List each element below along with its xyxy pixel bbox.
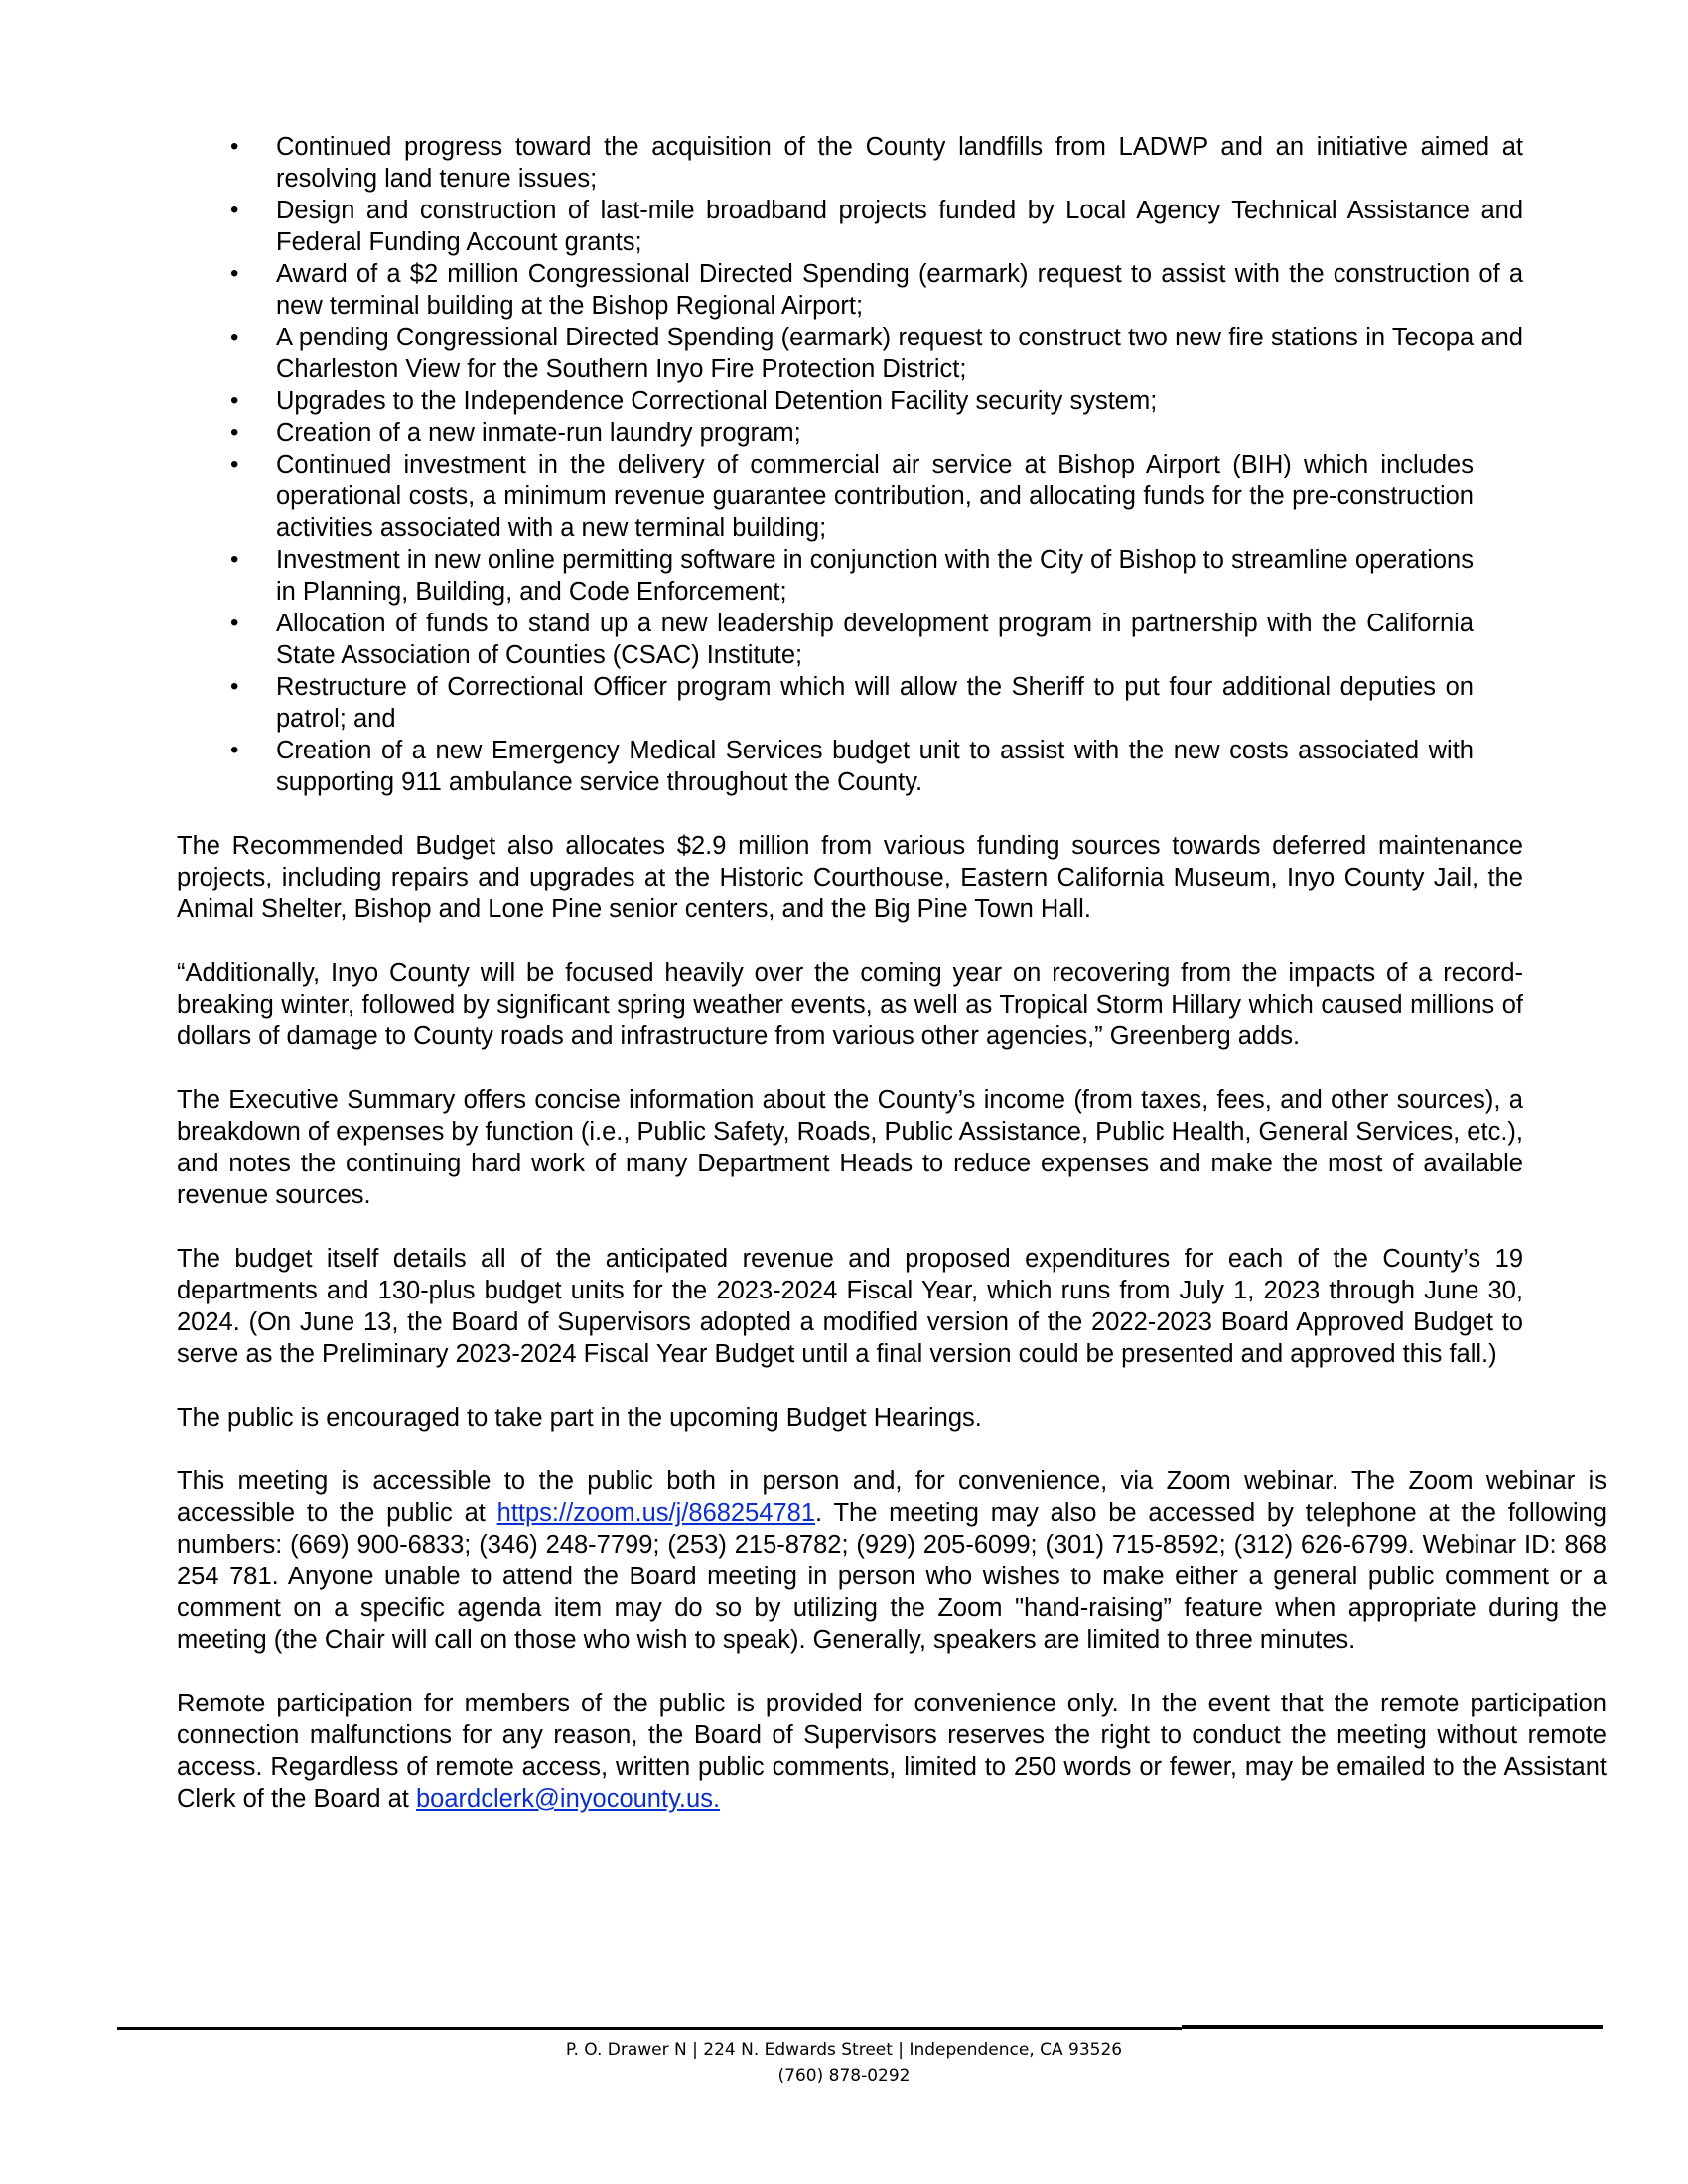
list-item: • Design and construction of last-mile broadband projects funded by Local Agency Technical Assistance and Federal Funding Account grants;: [177, 195, 1523, 258]
page-footer: [0, 2037, 1688, 2089]
footer-divider: [117, 2027, 1182, 2030]
meeting-text-before-link: This meeting is accessible to the public both in person and, for convenience, via Zoom webinar. The Zoom webinar is accessible to the public at: [177, 1467, 1607, 1527]
list-item: • A pending Congressional Directed Spending (earmark) request to construct two new fire stations in Tecopa and Charleston View for the Southern Inyo Fire Protection District;: [177, 322, 1523, 385]
list-item: • Investment in new online permitting software in conjunction with the City of Bishop to streamline operations in Planning, Building, and Code Enforcement;: [177, 544, 1523, 608]
list-item: • Creation of a new Emergency Medical Services budget unit to assist with the new costs associated with supporting 911 ambulance service throughout the County.: [177, 735, 1523, 798]
list-item: • Allocation of funds to stand up a new leadership development program in partnership with the California State Association of Counties (CSAC) Institute;: [177, 608, 1523, 671]
footer-phone: (760) 878-0292: [777, 2066, 911, 2086]
paragraph-quote: “Additionally, Inyo County will be focused heavily over the coming year on recovering from the impacts of a record-breaking winter, followed by significant spring weather events, as well as Tropical Storm Hillary which caused millions of dollars of damage to County roads and infrastructure from various other agencies,” Greenberg adds.: [177, 959, 1523, 1050]
footer-divider-thick: [1182, 2025, 1603, 2029]
zoom-link[interactable]: https://zoom.us/j/868254781: [496, 1499, 816, 1527]
list-item: • Upgrades to the Independence Correctional Detention Facility security system;: [177, 385, 1523, 417]
paragraph-deferred-maintenance: The Recommended Budget also allocates $2.9 million from various funding sources towards deferred maintenance projects, including repairs and upgrades at the Historic Courthouse, Eastern California Museum, Inyo County Jail, the Animal Shelter, Bishop and Lone Pine senior centers, and the Big Pine Town Hall.: [177, 832, 1523, 923]
paragraph-meeting-access: [177, 1465, 1607, 1656]
list-item: • Creation of a new inmate-run laundry program;: [177, 417, 1523, 449]
footer-address: P. O. Drawer N | 224 N. Edwards Street | Independence, CA 93526: [565, 2040, 1123, 2060]
list-item: • Continued investment in the delivery of commercial air service at Bishop Airport (BIH) which includes operational costs, a minimum revenue guarantee contribution, and allocating funds for the pre-construction activities associated with a new terminal building;: [177, 449, 1523, 544]
page-content: [177, 131, 1607, 1815]
remote-text-before-link: Remote participation for members of the public is provided for convenience only. In the event that the remote participation connection malfunctions for any reason, the Board of Supervisors reserves the right to conduct the meeting without remote access. Regardless of remote access, written public comments, limited to 250 words or fewer, may be emailed to the Assistant Clerk of the Board at: [177, 1690, 1607, 1813]
paragraph-remote-participation: [177, 1688, 1607, 1815]
accomplishments-list: [177, 131, 1523, 798]
paragraph-executive-summary: The Executive Summary offers concise information about the County’s income (from taxes, fees, and other sources), a breakdown of expenses by function (i.e., Public Safety, Roads, Public Assistance, Public Health, General Services, etc.), and notes the continuing hard work of many Department Heads to reduce expenses and make the most of available revenue sources.: [177, 1086, 1523, 1209]
paragraph-budget-details: The budget itself details all of the anticipated revenue and proposed expenditures for each of the County’s 19 departments and 130-plus budget units for the 2023-2024 Fiscal Year, which runs from July 1, 2023 through June 30, 2024. (On June 13, the Board of Supervisors adopted a modified version of the 2022-2023 Board Approved Budget to serve as the Preliminary 2023-2024 Fiscal Year Budget until a final version could be presented and approved this fall.): [177, 1245, 1523, 1368]
paragraph-encouraged: The public is encouraged to take part in the upcoming Budget Hearings.: [177, 1404, 982, 1432]
list-item: • Award of a $2 million Congressional Directed Spending (earmark) request to assist with the construction of a new terminal building at the Bishop Regional Airport;: [177, 258, 1523, 322]
list-item: • Continued progress toward the acquisition of the County landfills from LADWP and an initiative aimed at resolving land tenure issues;: [177, 131, 1523, 195]
list-item: • Restructure of Correctional Officer program which will allow the Sheriff to put four additional deputies on patrol; and: [177, 671, 1523, 735]
board-clerk-email-link[interactable]: boardclerk@inyocounty.us.: [415, 1785, 721, 1813]
meeting-text-after-link: . The meeting may also be accessed by telephone at the following numbers: (669) 900-6833; (346) 248-7799; (253) 215-8782; (929) 205-6099; (301) 715-8592; (312) 626-6799. Webinar ID: 868 254 781. Anyone unable to attend the Board meeting in person who wishes to make either a general public comment or a comment on a specific agenda item may do so by utilizing the Zoom "hand-raising” feature when appropriate during the meeting (the Chair will call on those who wish to speak). Generally, speakers are limited to three minutes.: [177, 1499, 1607, 1654]
